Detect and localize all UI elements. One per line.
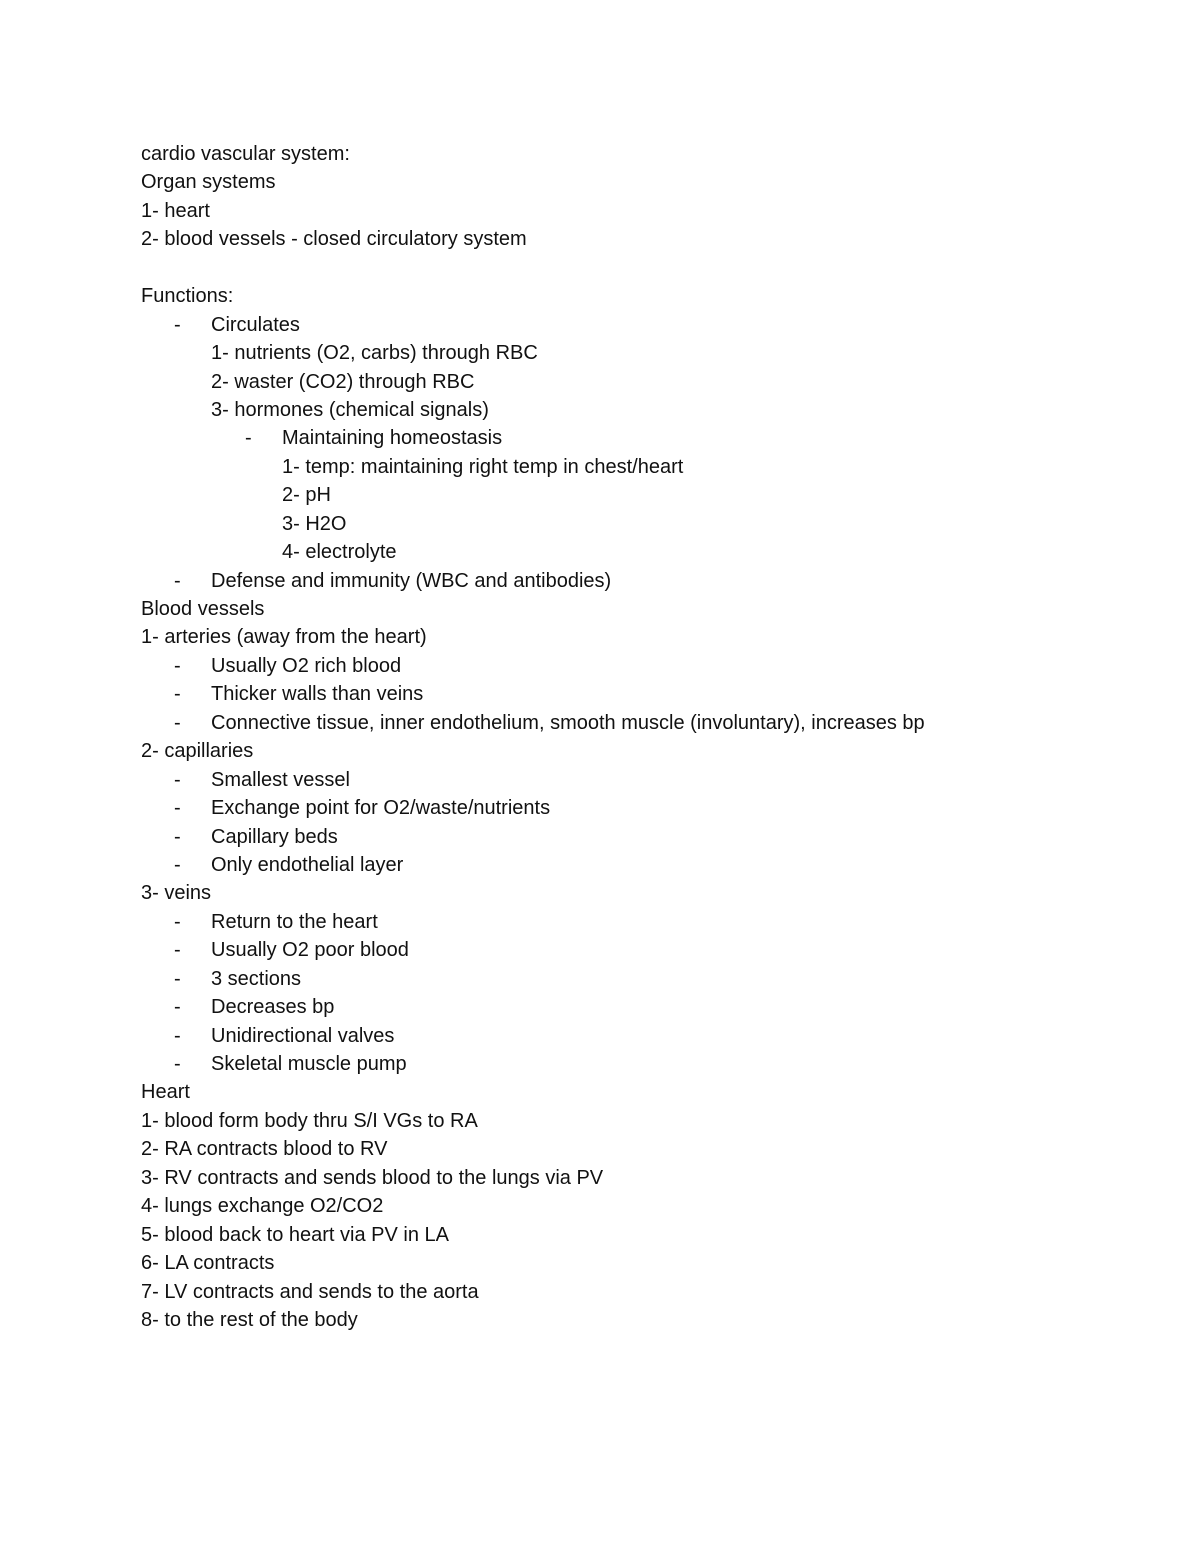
text-line bbox=[0, 879, 1200, 907]
bullet-dash: - bbox=[174, 797, 181, 820]
bullet-dash: - bbox=[174, 967, 181, 990]
line-text: 2- pH bbox=[282, 484, 331, 507]
bullet-item bbox=[0, 823, 1200, 851]
line-text: Defense and immunity (WBC and antibodies) bbox=[211, 569, 612, 592]
line-text: 3- RV contracts and sends blood to the lungs via PV bbox=[141, 1166, 604, 1189]
text-line bbox=[0, 1135, 1200, 1163]
text-line bbox=[0, 168, 1200, 196]
bullet-item bbox=[0, 851, 1200, 879]
line-text: 5- blood back to heart via PV in LA bbox=[141, 1223, 449, 1246]
line-text: 1- arteries (away from the heart) bbox=[141, 626, 427, 649]
bullet-dash: - bbox=[174, 711, 181, 734]
line-text: 1- blood form body thru S/I VGs to RA bbox=[141, 1109, 478, 1132]
line-text: Thicker walls than veins bbox=[211, 683, 424, 706]
bullet-dash: - bbox=[174, 768, 181, 791]
line-text: 1- temp: maintaining right temp in chest/heart bbox=[282, 455, 684, 478]
bullet-dash: - bbox=[174, 683, 181, 706]
line-text: 3 sections bbox=[211, 967, 302, 990]
line-text: 4- electrolyte bbox=[282, 541, 397, 564]
text-line bbox=[0, 339, 1200, 367]
line-text: Unidirectional valves bbox=[211, 1024, 395, 1047]
bullet-item bbox=[0, 908, 1200, 936]
line-text: Maintaining homeostasis bbox=[282, 427, 503, 450]
text-line bbox=[0, 595, 1200, 623]
text-line bbox=[0, 1078, 1200, 1106]
text-line bbox=[0, 396, 1200, 424]
line-text: 1- heart bbox=[141, 199, 210, 222]
line-text: Blood vessels bbox=[141, 598, 265, 620]
bullet-item bbox=[0, 567, 1200, 595]
line-text: Smallest vessel bbox=[211, 768, 350, 791]
line-text: 2- blood vessels - closed circulatory system bbox=[141, 228, 527, 251]
line-text: 2- waster (CO2) through RBC bbox=[211, 370, 475, 393]
line-text: Decreases bp bbox=[211, 996, 335, 1019]
text-line bbox=[0, 510, 1200, 538]
line-text: 1- nutrients (O2, carbs) through RBC bbox=[211, 342, 538, 365]
line-text: 7- LV contracts and sends to the aorta bbox=[141, 1280, 479, 1303]
text-line bbox=[0, 225, 1200, 253]
line-text: 8- to the rest of the body bbox=[141, 1308, 358, 1331]
line-text: Capillary beds bbox=[211, 825, 338, 848]
line-text: 3- H2O bbox=[282, 512, 347, 535]
line-text: Return to the heart bbox=[211, 910, 378, 933]
text-line bbox=[0, 1164, 1200, 1192]
bullet-dash: - bbox=[174, 313, 181, 336]
bullet-item bbox=[0, 424, 1200, 452]
line-text: Connective tissue, inner endothelium, smooth muscle (involuntary), increases bp bbox=[211, 711, 925, 734]
blank-line bbox=[0, 254, 1200, 282]
line-text: Usually O2 rich blood bbox=[211, 654, 402, 677]
bullet-item bbox=[0, 766, 1200, 794]
bullet-item bbox=[0, 1022, 1200, 1050]
text-line bbox=[0, 737, 1200, 765]
bullet-dash: - bbox=[174, 825, 181, 848]
bullet-item bbox=[0, 936, 1200, 964]
bullet-item bbox=[0, 794, 1200, 822]
text-line bbox=[0, 1192, 1200, 1220]
bullet-item bbox=[0, 311, 1200, 339]
line-text: Circulates bbox=[211, 313, 300, 336]
line-text: 4- lungs exchange O2/CO2 bbox=[141, 1195, 384, 1218]
document-body bbox=[0, 140, 1200, 1334]
text-line bbox=[0, 623, 1200, 651]
line-text: Functions: bbox=[141, 285, 234, 308]
text-line bbox=[0, 1306, 1200, 1334]
text-line bbox=[0, 197, 1200, 225]
bullet-dash: - bbox=[174, 1053, 181, 1075]
bullet-item bbox=[0, 965, 1200, 993]
line-text: Heart bbox=[141, 1081, 190, 1104]
text-line bbox=[0, 481, 1200, 509]
bullet-item bbox=[0, 652, 1200, 680]
bullet-dash: - bbox=[174, 910, 181, 933]
bullet-dash: - bbox=[174, 1024, 181, 1047]
line-text: Exchange point for O2/waste/nutrients bbox=[211, 797, 551, 820]
bullet-item bbox=[0, 680, 1200, 708]
text-line bbox=[0, 1107, 1200, 1135]
line-text: Organ systems bbox=[141, 171, 276, 194]
bullet-item bbox=[0, 709, 1200, 737]
bullet-dash: - bbox=[174, 853, 181, 876]
line-text: Usually O2 poor blood bbox=[211, 939, 409, 962]
bullet-dash: - bbox=[174, 569, 181, 592]
bullet-dash: - bbox=[245, 427, 252, 450]
text-line bbox=[0, 1221, 1200, 1249]
bullet-item bbox=[0, 1050, 1200, 1078]
text-line bbox=[0, 538, 1200, 566]
line-text: 2- capillaries bbox=[141, 740, 254, 763]
bullet-dash: - bbox=[174, 996, 181, 1019]
bullet-dash: - bbox=[174, 654, 181, 677]
line-text: 6- LA contracts bbox=[141, 1252, 275, 1275]
line-text: Skeletal muscle pump bbox=[211, 1053, 407, 1075]
text-line bbox=[0, 368, 1200, 396]
text-line bbox=[0, 1249, 1200, 1277]
line-text: Only endothelial layer bbox=[211, 853, 404, 876]
text-line bbox=[0, 453, 1200, 481]
line-text: 2- RA contracts blood to RV bbox=[141, 1138, 388, 1161]
bullet-dash: - bbox=[174, 939, 181, 962]
text-line bbox=[0, 282, 1200, 310]
line-text: 3- veins bbox=[141, 882, 212, 905]
line-text: 3- hormones (chemical signals) bbox=[211, 398, 489, 421]
text-line bbox=[0, 1278, 1200, 1306]
line-text: cardio vascular system: bbox=[141, 143, 350, 165]
bullet-item bbox=[0, 993, 1200, 1021]
text-line bbox=[0, 140, 1200, 168]
